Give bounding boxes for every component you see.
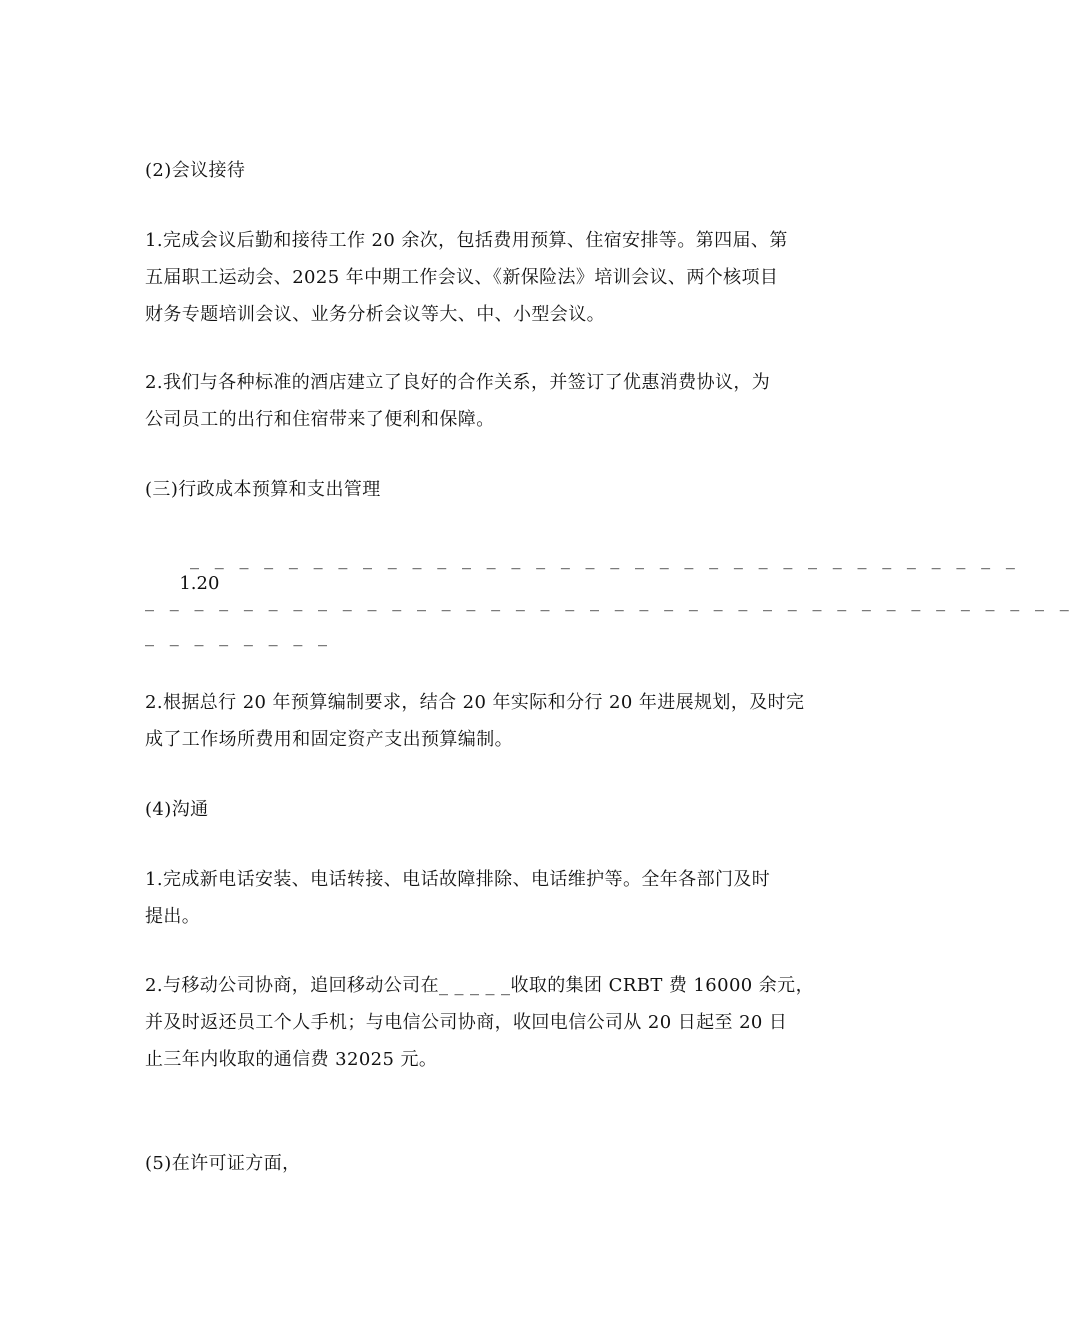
paragraph-line [145, 625, 333, 649]
paragraph-line [145, 590, 1074, 614]
paragraph-line: 财务专题培训会议、业务分析会议等大、中、小型会议。 [145, 304, 605, 325]
paragraph-line: 1.完成新电话安装、电话转接、电话故障排除、电话维护等。全年各部门及时 [145, 869, 771, 890]
paragraph-line: 2.与移动公司协商，追回移动公司在_ _ _ _ _收取的集团 CRBT 费 16000 余元， [145, 975, 814, 996]
blank-placeholder: _ _ _ _ _ _ _ _ _ _ _ _ _ _ _ _ _ _ _ _ _ _ _ _ _ _ _ _ _ _ _ _ _ _ [190, 549, 1020, 570]
paragraph-line: 2.根据总行 20 年预算编制要求，结合 20 年实际和分行 20 年进展规划，及时完 [145, 692, 805, 713]
paragraph-line: 五届职工运动会、2025 年中期工作会议、《新保险法》培训会议、两个核项目 [145, 267, 779, 288]
paragraph-line: 提出。 [145, 906, 201, 927]
paragraph-line: 成了工作场所费用和固定资产支出预算编制。 [145, 729, 513, 750]
paragraph-line: 并及时返还员工个人手机；与电信公司协商，收回电信公司从 20 日起至 20 日 [145, 1012, 788, 1033]
section-heading-meeting: (2)会议接待 [145, 160, 246, 181]
section-heading-license: (5)在许可证方面， [145, 1153, 301, 1174]
blank-placeholder: _ _ _ _ _ _ _ _ [145, 626, 333, 647]
blank-placeholder: _ _ _ _ _ _ _ _ _ _ _ _ _ _ _ _ _ _ _ _ _ _ _ _ _ _ _ _ _ _ _ _ _ _ _ _ _ _ [145, 591, 1074, 612]
paragraph-line: 止三年内收取的通信费 32025 元。 [145, 1049, 438, 1070]
paragraph-line: 2.我们与各种标准的酒店建立了良好的合作关系，并签订了优惠消费协议，为 [145, 372, 771, 393]
section-heading-communication: (4)沟通 [145, 799, 209, 820]
item-number: 1.20 [179, 573, 220, 594]
paragraph-line: 1.完成会议后勤和接待工作 20 余次，包括费用预算、住宿安排等。第四届、第 [145, 230, 788, 251]
section-heading-budget: (三)行政成本预算和支出管理 [145, 479, 381, 500]
paragraph-line [145, 548, 1020, 594]
paragraph-line: 公司员工的出行和住宿带来了便利和保障。 [145, 409, 495, 430]
